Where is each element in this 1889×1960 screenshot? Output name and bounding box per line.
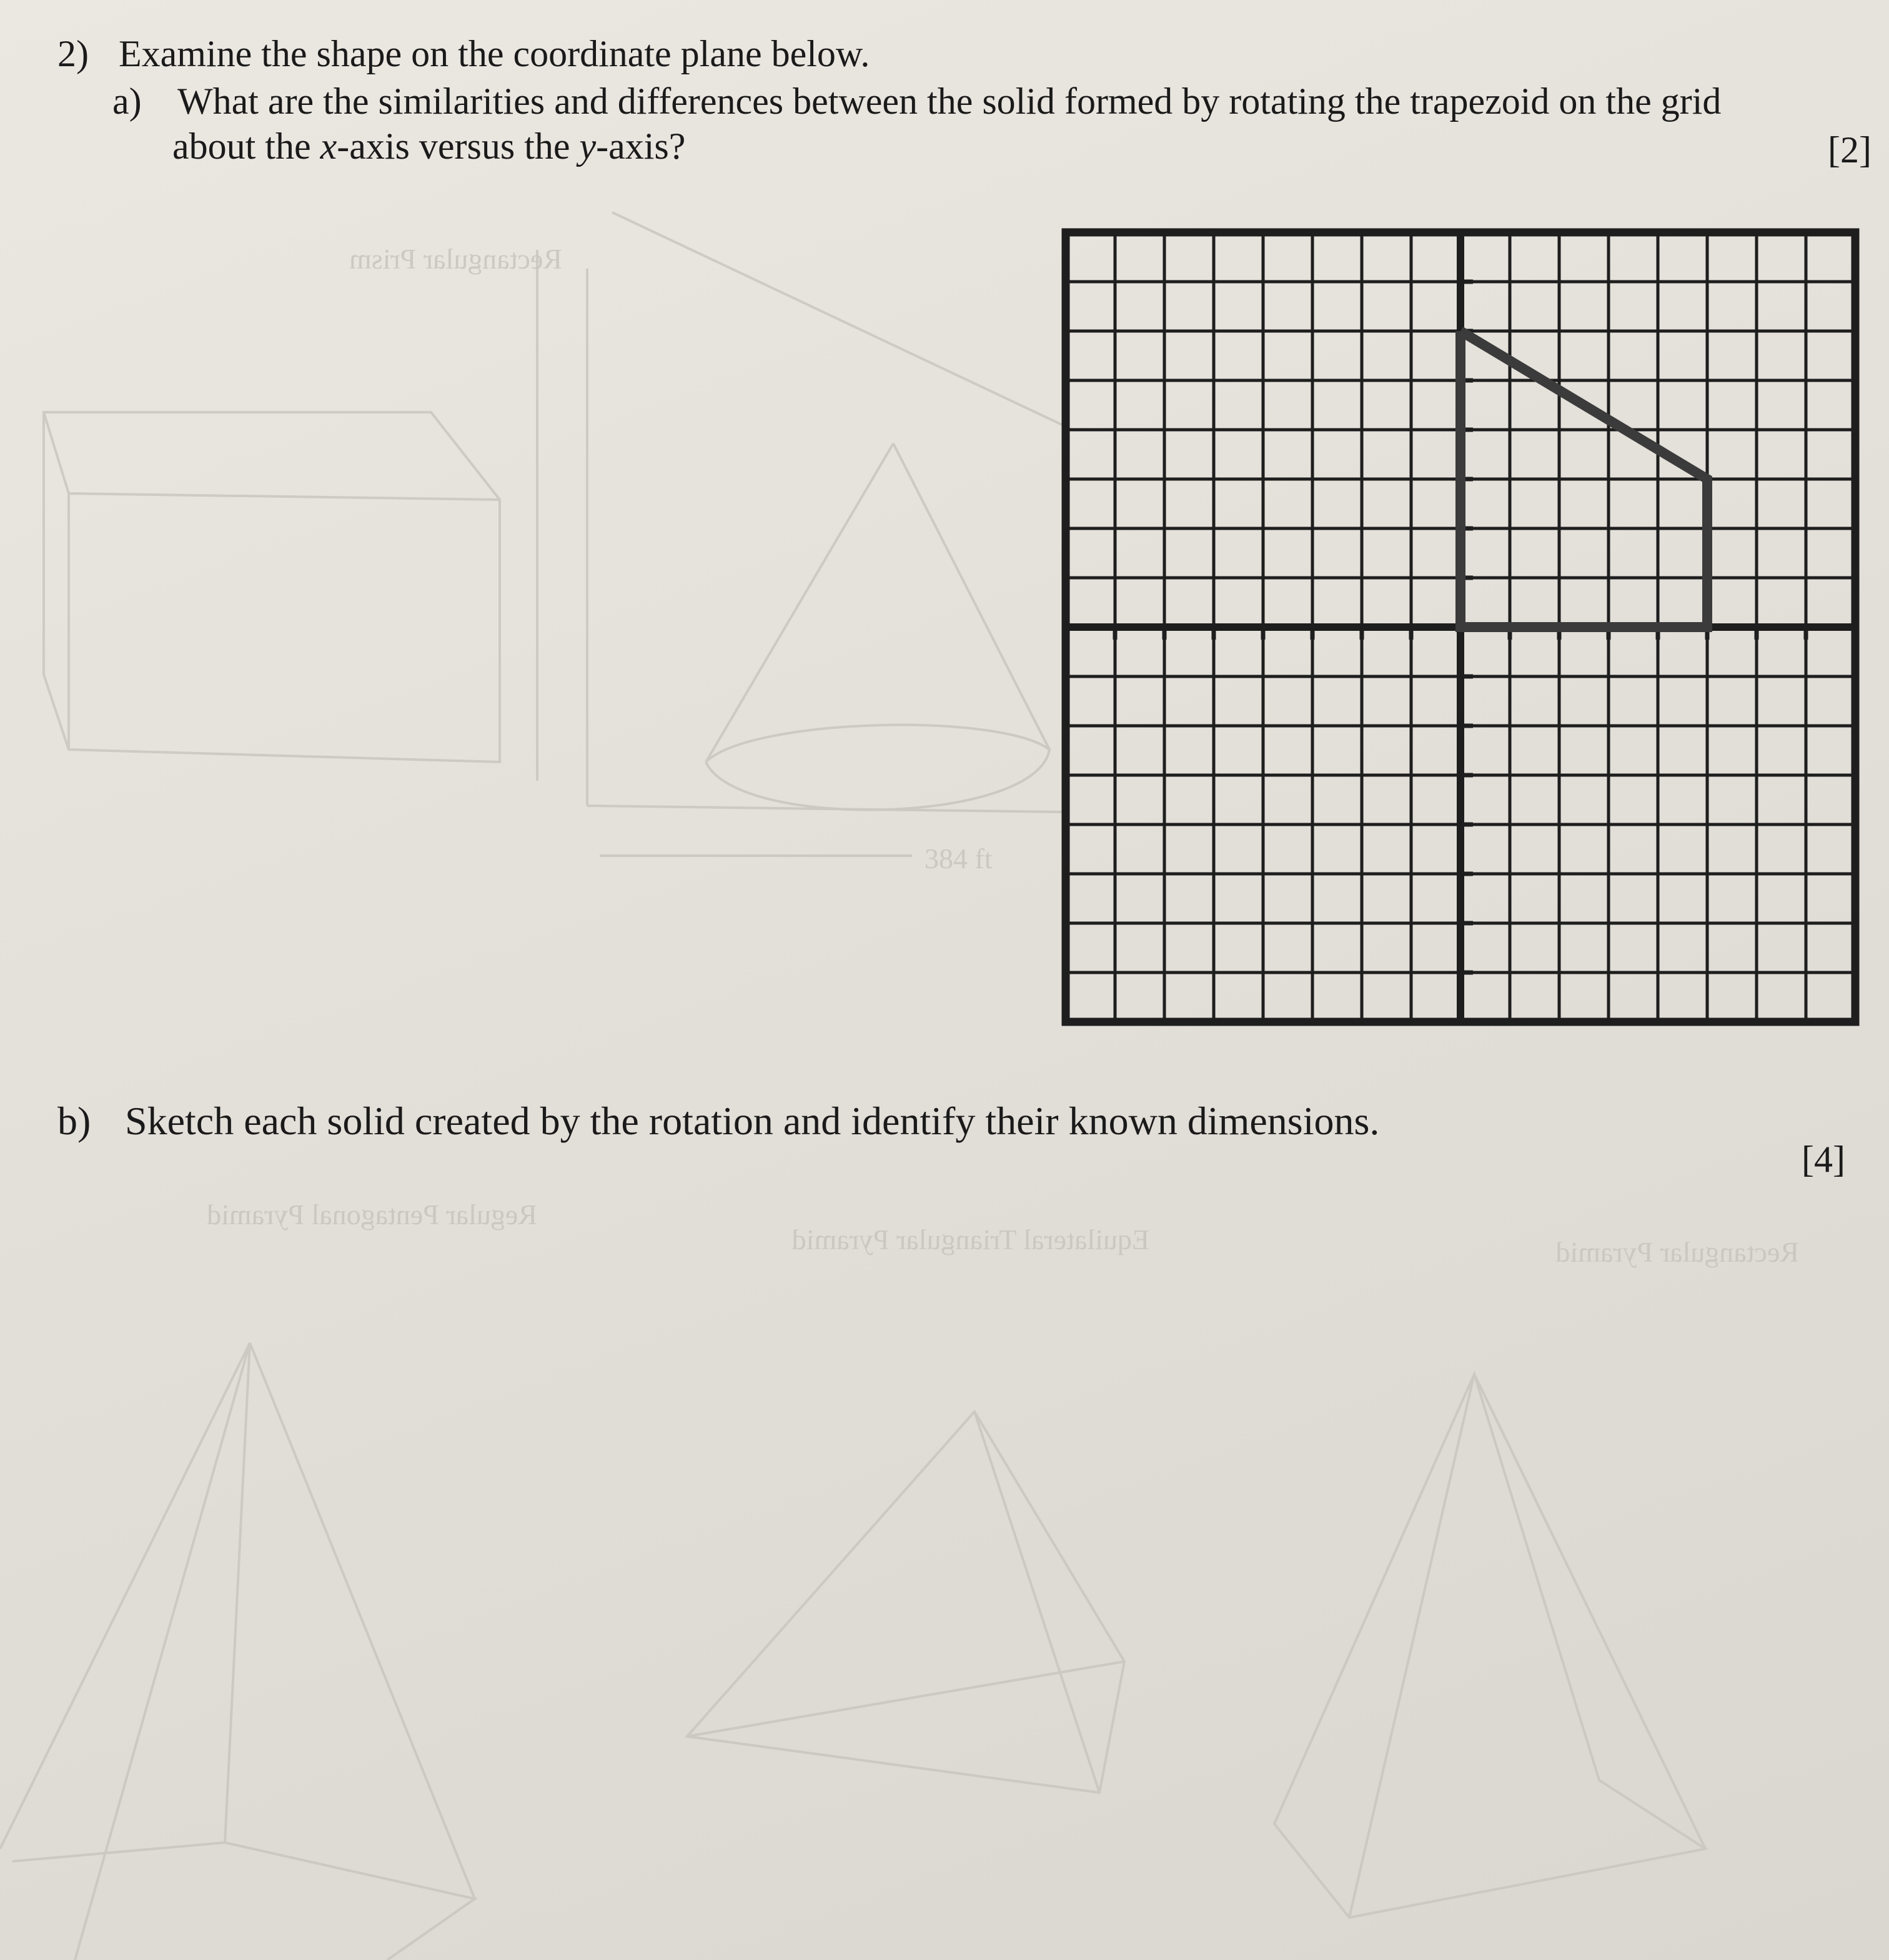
question-stem: Examine the shape on the coordinate plane below. [119, 33, 870, 74]
part-a-line-1: What are the similarities and differences between the solid formed by rotating the trapezoid on the grid [177, 81, 1722, 122]
part-a-text-before-x: about the [172, 126, 320, 167]
bleed-text-1: Rectangular Prism [349, 243, 562, 275]
part-b-marks: [4] [1802, 1139, 1845, 1180]
part-a-text-after-y: -axis? [596, 126, 686, 167]
bleed-text-5: 384 ft [925, 843, 993, 874]
bleed-text-3: Equilateral Triangular Pyramid [791, 1224, 1149, 1255]
question-number: 2) [57, 33, 89, 74]
part-b-label: b) [57, 1099, 91, 1143]
y-variable: y [579, 126, 597, 167]
bleed-text-2: Regular Pentagonal Pyramid [207, 1199, 537, 1230]
part-b-text: Sketch each solid created by the rotation and identify their known dimensions. [125, 1099, 1380, 1143]
x-variable: x [320, 126, 337, 167]
part-a-marks: [2] [1828, 129, 1872, 171]
bleed-text-4: Rectangular Pyramid [1555, 1236, 1799, 1268]
part-a-label: a) [112, 81, 142, 122]
part-a-text-middle: -axis versus the [337, 126, 580, 167]
